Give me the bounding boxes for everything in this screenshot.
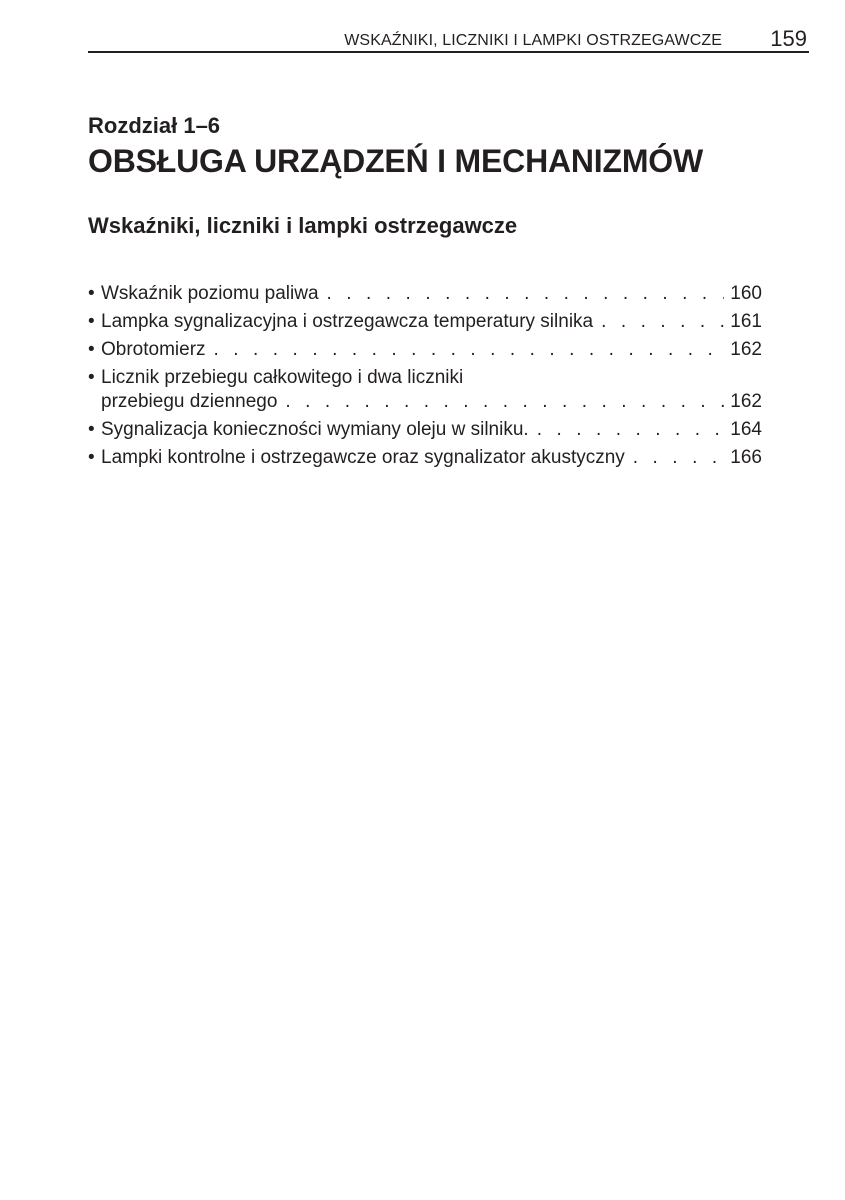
- bullet: •: [88, 311, 95, 332]
- dot-leader: [327, 282, 725, 306]
- table-of-contents: [88, 282, 762, 474]
- running-header-title: WSKAŹNIKI, LICZNIKI I LAMPKI OSTRZEGAWCZE: [344, 32, 722, 49]
- section-title: Wskaźniki, liczniki i lampki ostrzegawcze: [88, 213, 518, 238]
- running-header: [88, 26, 810, 52]
- toc-item-text: przebiegu dziennego: [101, 391, 278, 412]
- dot-leader: [214, 338, 725, 362]
- toc-item-page: 161: [730, 311, 762, 332]
- toc-item-text: Obrotomierz: [101, 339, 206, 360]
- toc-item-tachometer[interactable]: [88, 338, 762, 362]
- toc-item-text: Lampki kontrolne i ostrzegawcze oraz sygnalizator akustyczny: [101, 447, 625, 468]
- bullet: •: [88, 367, 95, 388]
- toc-item-odometer[interactable]: [88, 366, 762, 414]
- bullet: •: [88, 419, 95, 440]
- page-number: 159: [770, 26, 807, 51]
- toc-item-page: 166: [730, 447, 762, 468]
- bullet: •: [88, 339, 95, 360]
- toc-item-page: 164: [730, 419, 762, 440]
- toc-item-oil-change-reminder[interactable]: [88, 418, 762, 442]
- chapter-title: OBSŁUGA URZĄDZEŃ I MECHANIZMÓW: [88, 143, 703, 179]
- chapter-label: Rozdział 1–6: [88, 113, 221, 138]
- toc-item-warning-lamps[interactable]: [88, 446, 762, 470]
- bullet: •: [88, 447, 95, 468]
- toc-item-text: Sygnalizacja konieczności wymiany oleju w silniku.: [101, 419, 529, 440]
- toc-item-page: 160: [730, 283, 762, 304]
- dot-leader: [601, 310, 724, 334]
- dot-leader: [537, 418, 725, 442]
- toc-item-text: Lampka sygnalizacyjna i ostrzegawcza temperatury silnika: [101, 311, 594, 332]
- toc-item-text: Wskaźnik poziomu paliwa: [101, 283, 319, 304]
- toc-item-text-line-1: Licznik przebiegu całkowitego i dwa liczniki: [101, 367, 464, 388]
- toc-item-page: 162: [730, 391, 762, 412]
- dot-leader: [633, 446, 725, 470]
- dot-leader: [285, 390, 724, 414]
- header-rule: [88, 51, 809, 53]
- toc-item-page: 162: [730, 339, 762, 360]
- toc-item-fuel-gauge[interactable]: [88, 282, 762, 306]
- toc-item-engine-temperature-lamp[interactable]: [88, 310, 762, 334]
- bullet: •: [88, 283, 95, 304]
